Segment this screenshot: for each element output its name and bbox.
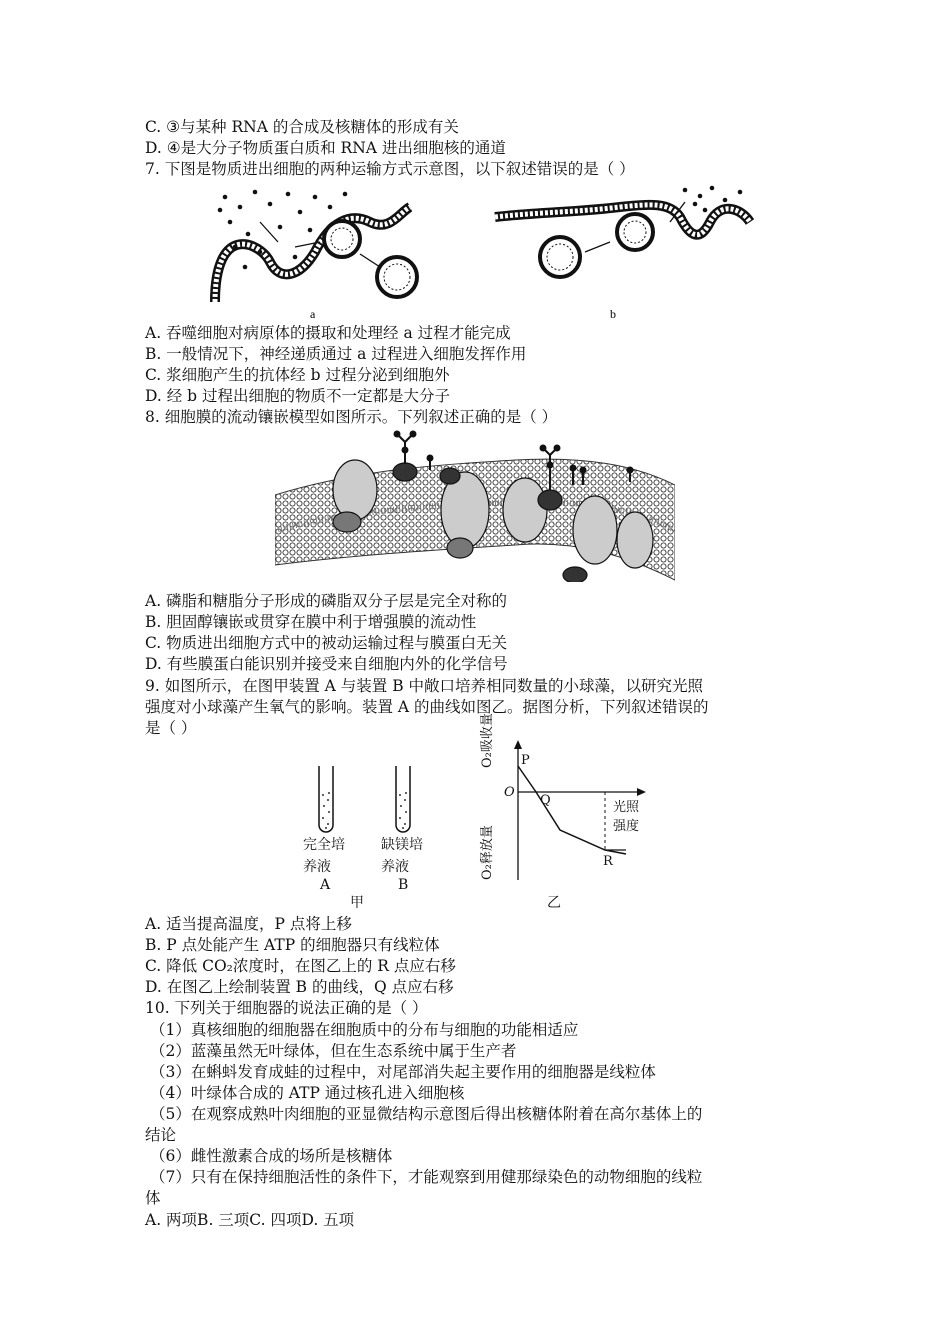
q9-option-c: C. 降低 CO₂浓度时，在图乙上的 R 点应右移 bbox=[145, 957, 456, 975]
x-label-1: 光照 bbox=[613, 800, 640, 815]
o2-curve bbox=[518, 766, 626, 854]
q9-option-d: D. 在图乙上绘制装置 B 的曲线，Q 点应右移 bbox=[145, 978, 454, 996]
tube-b-letter: B bbox=[398, 877, 409, 893]
test-tubes-figure bbox=[300, 760, 440, 840]
q9-option-a: A. 适当提高温度，P 点将上移 bbox=[145, 915, 352, 933]
q7-option-a: A. 吞噬细胞对病原体的摄取和处理经 a 过程才能完成 bbox=[145, 324, 511, 342]
x-label-2: 强度 bbox=[613, 819, 640, 834]
q9-stem-line-3: 是（ ） bbox=[145, 719, 197, 737]
q10-item-7: （7）只有在保持细胞活性的条件下，才能观察到用健那绿染色的动物细胞的线粒 bbox=[150, 1168, 703, 1186]
tube-b-label-2: 养液 bbox=[381, 859, 409, 875]
q7-transport-figure bbox=[200, 182, 760, 322]
q8-option-d: D. 有些膜蛋白能识别并接受来自细胞内外的化学信号 bbox=[145, 655, 508, 673]
q7-option-b: B. 一般情况下，神经递质通过 a 过程进入细胞发挥作用 bbox=[145, 345, 527, 363]
tube-a-label-2: 养液 bbox=[303, 859, 331, 875]
q7-option-c: C. 浆细胞产生的抗体经 b 过程分泌到细胞外 bbox=[145, 366, 450, 384]
endocytosis-diagram bbox=[215, 190, 417, 302]
q9-option-b: B. P 点处能产生 ATP 的细胞器只有线粒体 bbox=[145, 936, 440, 954]
origin: O bbox=[504, 785, 515, 800]
q7-stem: 7. 下图是物质进出细胞的两种运输方式示意图，以下叙述错误的是（ ） bbox=[145, 160, 635, 178]
q10-item-7-cont: 体 bbox=[145, 1189, 161, 1207]
y-label-down: O₂释放量 bbox=[480, 825, 495, 880]
point-q: Q bbox=[540, 793, 551, 808]
tube-a bbox=[319, 766, 333, 832]
q6-option-c: C. ③与某种 RNA 的合成及核糖体的形成有关 bbox=[145, 118, 459, 136]
tube-a-label-1: 完全培 bbox=[303, 837, 345, 853]
q8-option-c: C. 物质进出细胞方式中的被动运输过程与膜蛋白无关 bbox=[145, 634, 508, 652]
q8-option-b: B. 胆固醇镶嵌或贯穿在膜中利于增强膜的流动性 bbox=[145, 613, 477, 631]
q10-item-2: （2）蓝藻虽然无叶绿体，但在生态系统中属于生产者 bbox=[150, 1042, 517, 1060]
tube-b-label-1: 缺镁培 bbox=[381, 837, 423, 853]
q10-options: A. 两项B. 三项C. 四项D. 五项 bbox=[145, 1211, 355, 1229]
membrane-model-figure bbox=[275, 430, 675, 582]
fig-jia-caption: 甲 bbox=[350, 895, 364, 911]
y-label-up: O₂吸收量 bbox=[480, 713, 495, 768]
q7-fig-label-a: a bbox=[310, 307, 316, 321]
q10-item-6: （6）雌性激素合成的场所是核糖体 bbox=[150, 1147, 393, 1165]
q8-stem: 8. 细胞膜的流动镶嵌模型如图所示。下列叙述正确的是（ ） bbox=[145, 408, 558, 426]
q6-option-d: D. ④是大分子物质蛋白质和 RNA 进出细胞核的通道 bbox=[145, 139, 506, 157]
fig-yi-caption: 乙 bbox=[547, 895, 561, 911]
q9-stem-line-2: 强度对小球藻产生氧气的影响。装置 A 的曲线如图乙。据图分析，下列叙述错误的 bbox=[145, 698, 709, 716]
q8-option-a: A. 磷脂和糖脂分子形成的磷脂双分子层是完全对称的 bbox=[145, 592, 508, 610]
q10-item-4: （4）叶绿体合成的 ATP 通过核孔进入细胞核 bbox=[150, 1084, 465, 1102]
q9-stem-line-1: 9. 如图所示，在图甲装置 A 与装置 B 中敞口培养相同数量的小球藻，以研究光照 bbox=[145, 677, 704, 695]
q10-item-3: （3）在蝌蚪发育成蛙的过程中，对尾部消失起主要作用的细胞器是线粒体 bbox=[150, 1063, 656, 1081]
tube-a-letter: A bbox=[320, 877, 331, 893]
q7-option-d: D. 经 b 过程出细胞的物质不一定都是大分子 bbox=[145, 387, 451, 405]
q7-fig-label-b: b bbox=[610, 307, 616, 321]
q10-stem: 10. 下列关于细胞器的说法正确的是（ ） bbox=[145, 999, 428, 1017]
q10-item-5: （5）在观察成熟叶肉细胞的亚显微结构示意图后得出核糖体附着在高尔基体上的 bbox=[150, 1105, 703, 1123]
point-r: R bbox=[603, 854, 613, 869]
tube-b bbox=[396, 766, 410, 832]
point-p: P bbox=[521, 753, 530, 768]
q10-item-1: （1）真核细胞的细胞器在细胞质中的分布与细胞的功能相适应 bbox=[150, 1021, 579, 1039]
q10-item-5-cont: 结论 bbox=[145, 1126, 177, 1144]
exocytosis-diagram bbox=[495, 186, 750, 277]
